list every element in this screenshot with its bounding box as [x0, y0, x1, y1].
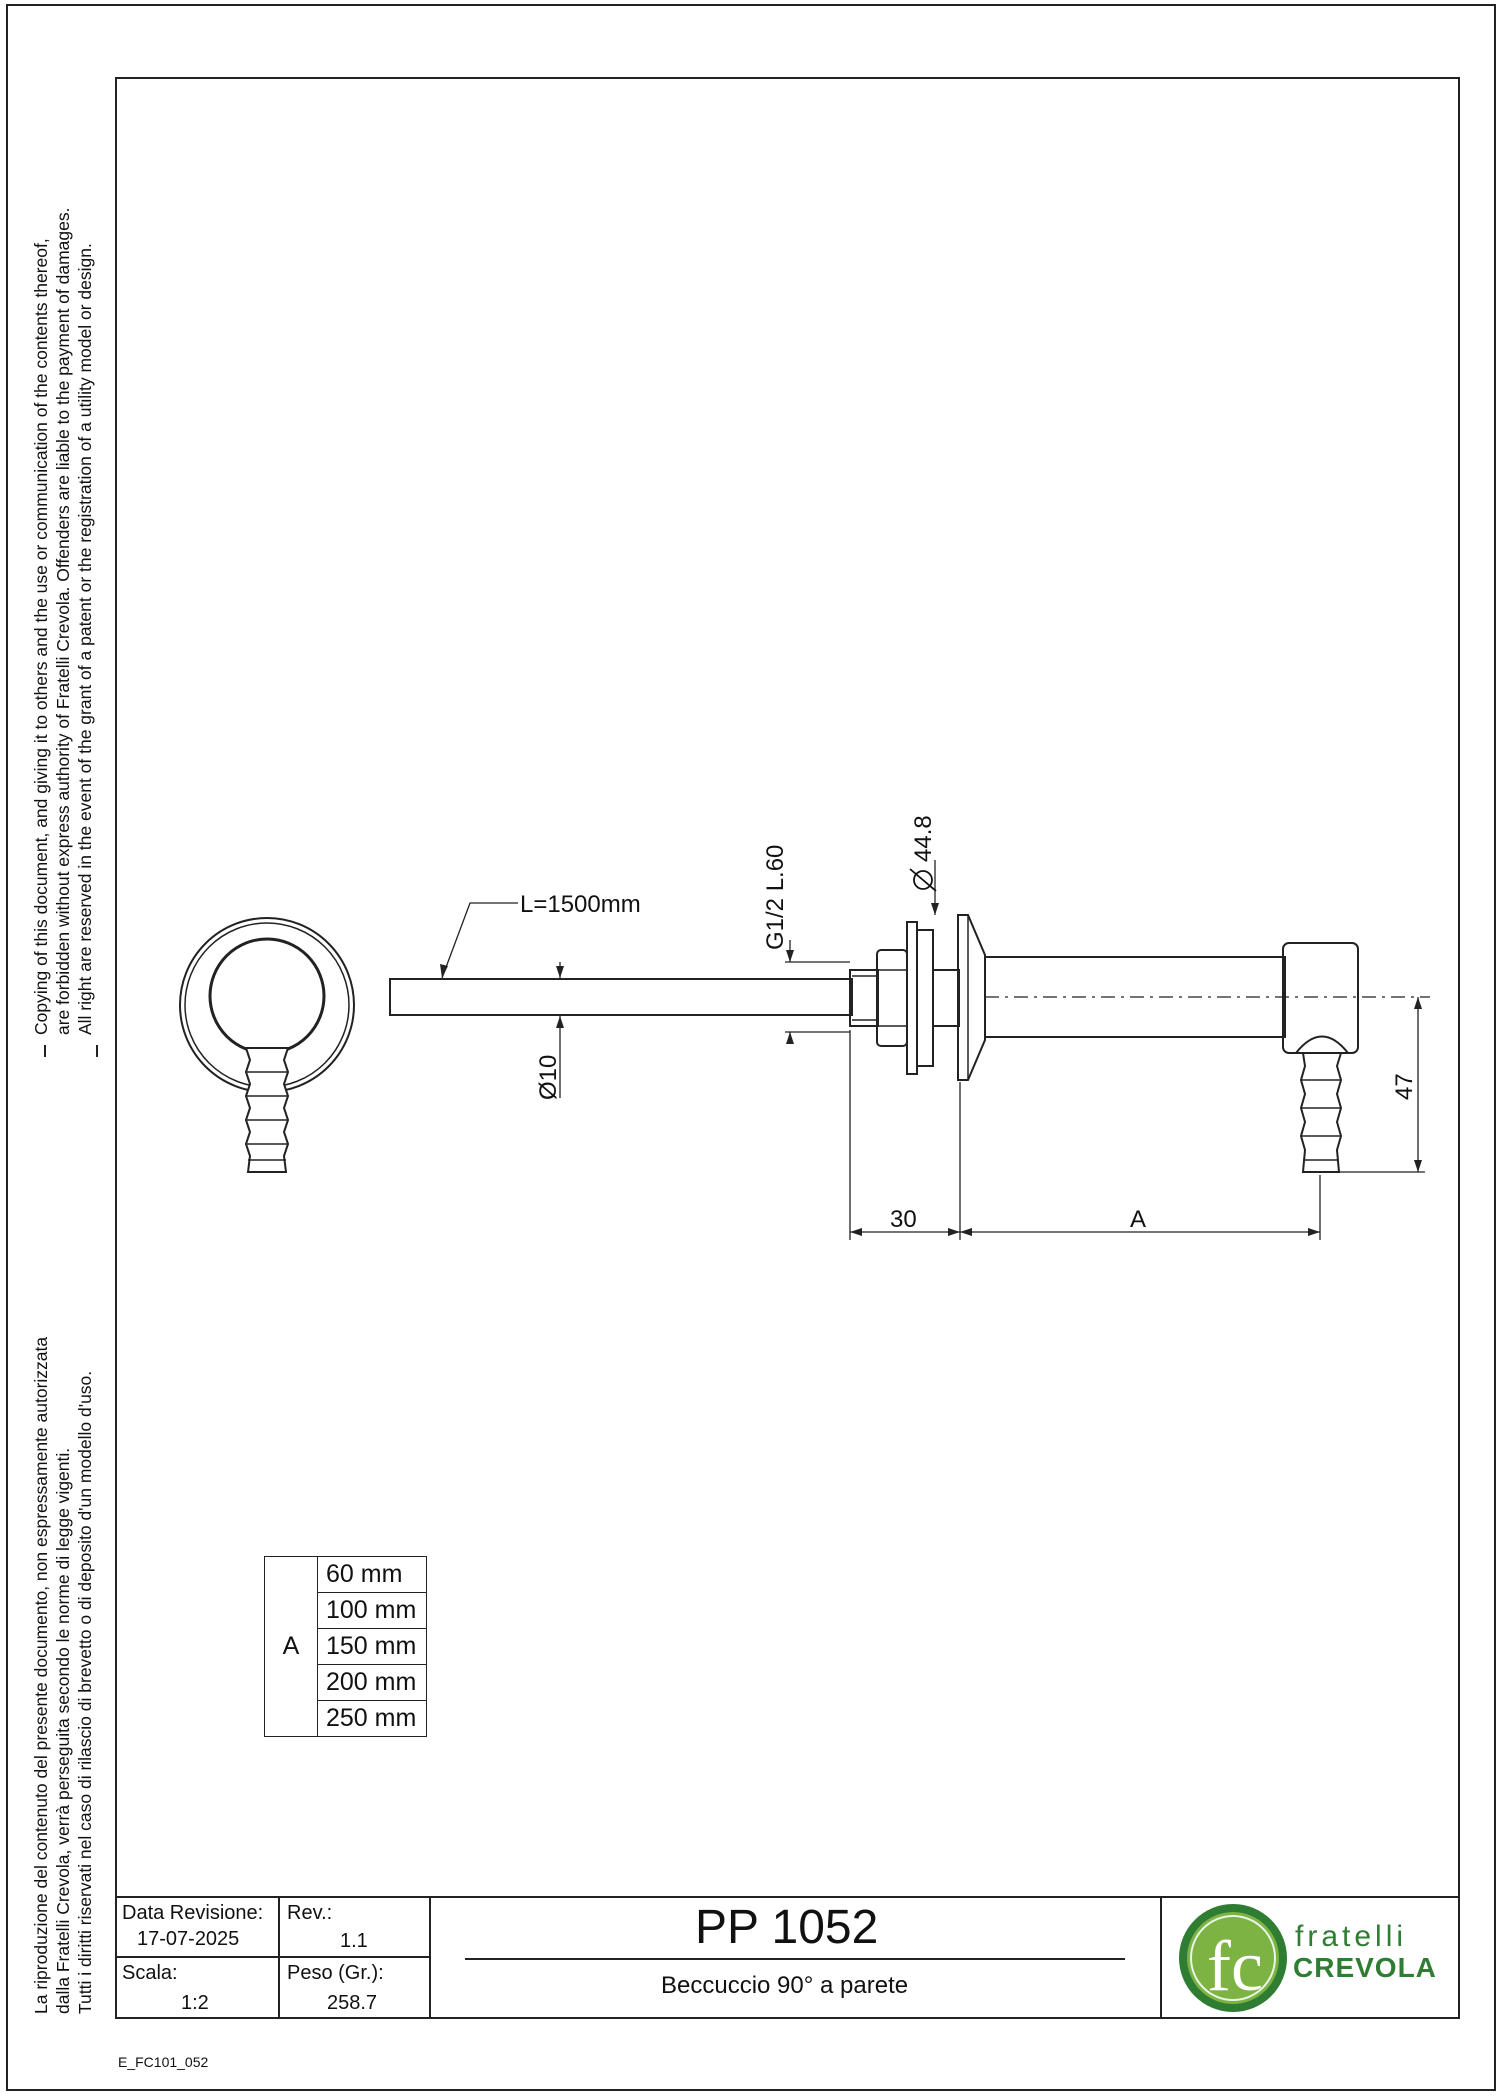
- front-view: [180, 918, 354, 1172]
- a-table-value: 60 mm: [318, 1557, 427, 1593]
- notice-it-line-1: La riproduzione del contenuto del presente documento, non espressamente autorizzata: [31, 1336, 51, 2014]
- notice-it-line-3: Tutti i diritti riservati nel caso di rilascio di brevetto o di deposito d'un modello d'uso.: [75, 1370, 95, 2014]
- rev-value: 1.1: [340, 1930, 368, 1952]
- notice-en-line-1: Copying of this document, and giving it to others and the use or communication of the contents thereof,: [31, 238, 51, 1035]
- company-logo: [1177, 1902, 1447, 2014]
- logo-monogram: fc: [1207, 1926, 1263, 2006]
- logo-mark: [1177, 1902, 1289, 2014]
- product-code: PP 1052: [695, 1901, 879, 1954]
- scala-value: 1:2: [181, 1992, 209, 2014]
- scala-label: Scala:: [122, 1962, 178, 1984]
- flange-diameter-label: 44.8: [910, 815, 937, 862]
- side-view: [390, 915, 1430, 1172]
- logo-word-fratelli: fratelli: [1295, 1920, 1408, 1953]
- notice-en-line-2: are forbidden without express authority of Fratelli Crevola. Offenders are liable to the payment of damages.: [53, 207, 73, 1035]
- data-revisione-value: 17-07-2025: [137, 1928, 240, 1950]
- dim-a-label: A: [1130, 1206, 1147, 1233]
- title-block: [115, 1896, 1460, 2019]
- a-table-value: 250 mm: [318, 1701, 427, 1737]
- thread-label: G1/2 L.60: [762, 844, 789, 950]
- a-table-value: 100 mm: [318, 1593, 427, 1629]
- document-code: E_FC101_052: [118, 2054, 209, 2070]
- rev-label: Rev.:: [287, 1902, 333, 1924]
- peso-value: 258.7: [327, 1992, 378, 2014]
- a-table-value: 150 mm: [318, 1629, 427, 1665]
- notice-it-line-2: dalla Fratelli Crevola, verrà perseguita secondo le norme di legge vigenti.: [53, 1447, 73, 2014]
- logo-word-crevola: CREVOLA: [1293, 1952, 1437, 1983]
- peso-label: Peso (Gr.):: [287, 1962, 384, 1984]
- tube-diameter-label: Ø10: [535, 1054, 562, 1100]
- product-description: Beccuccio 90° a parete: [661, 1972, 909, 1999]
- dim-47-label: 47: [1391, 1073, 1418, 1100]
- a-dimension-table: [264, 1556, 427, 1737]
- flange-diameter-dim: [910, 815, 937, 891]
- a-table-key: A: [265, 1557, 318, 1737]
- diameter-symbol-icon: [910, 869, 936, 891]
- notice-en-line-3: All right are reserved in the event of the grant of a patent or the registration of a utility model or design.: [75, 243, 95, 1035]
- length-label: L=1500mm: [520, 891, 641, 918]
- data-revisione-label: Data Revisione:: [122, 1902, 264, 1924]
- dim-30-label: 30: [890, 1206, 917, 1233]
- a-table-value: 200 mm: [318, 1665, 427, 1701]
